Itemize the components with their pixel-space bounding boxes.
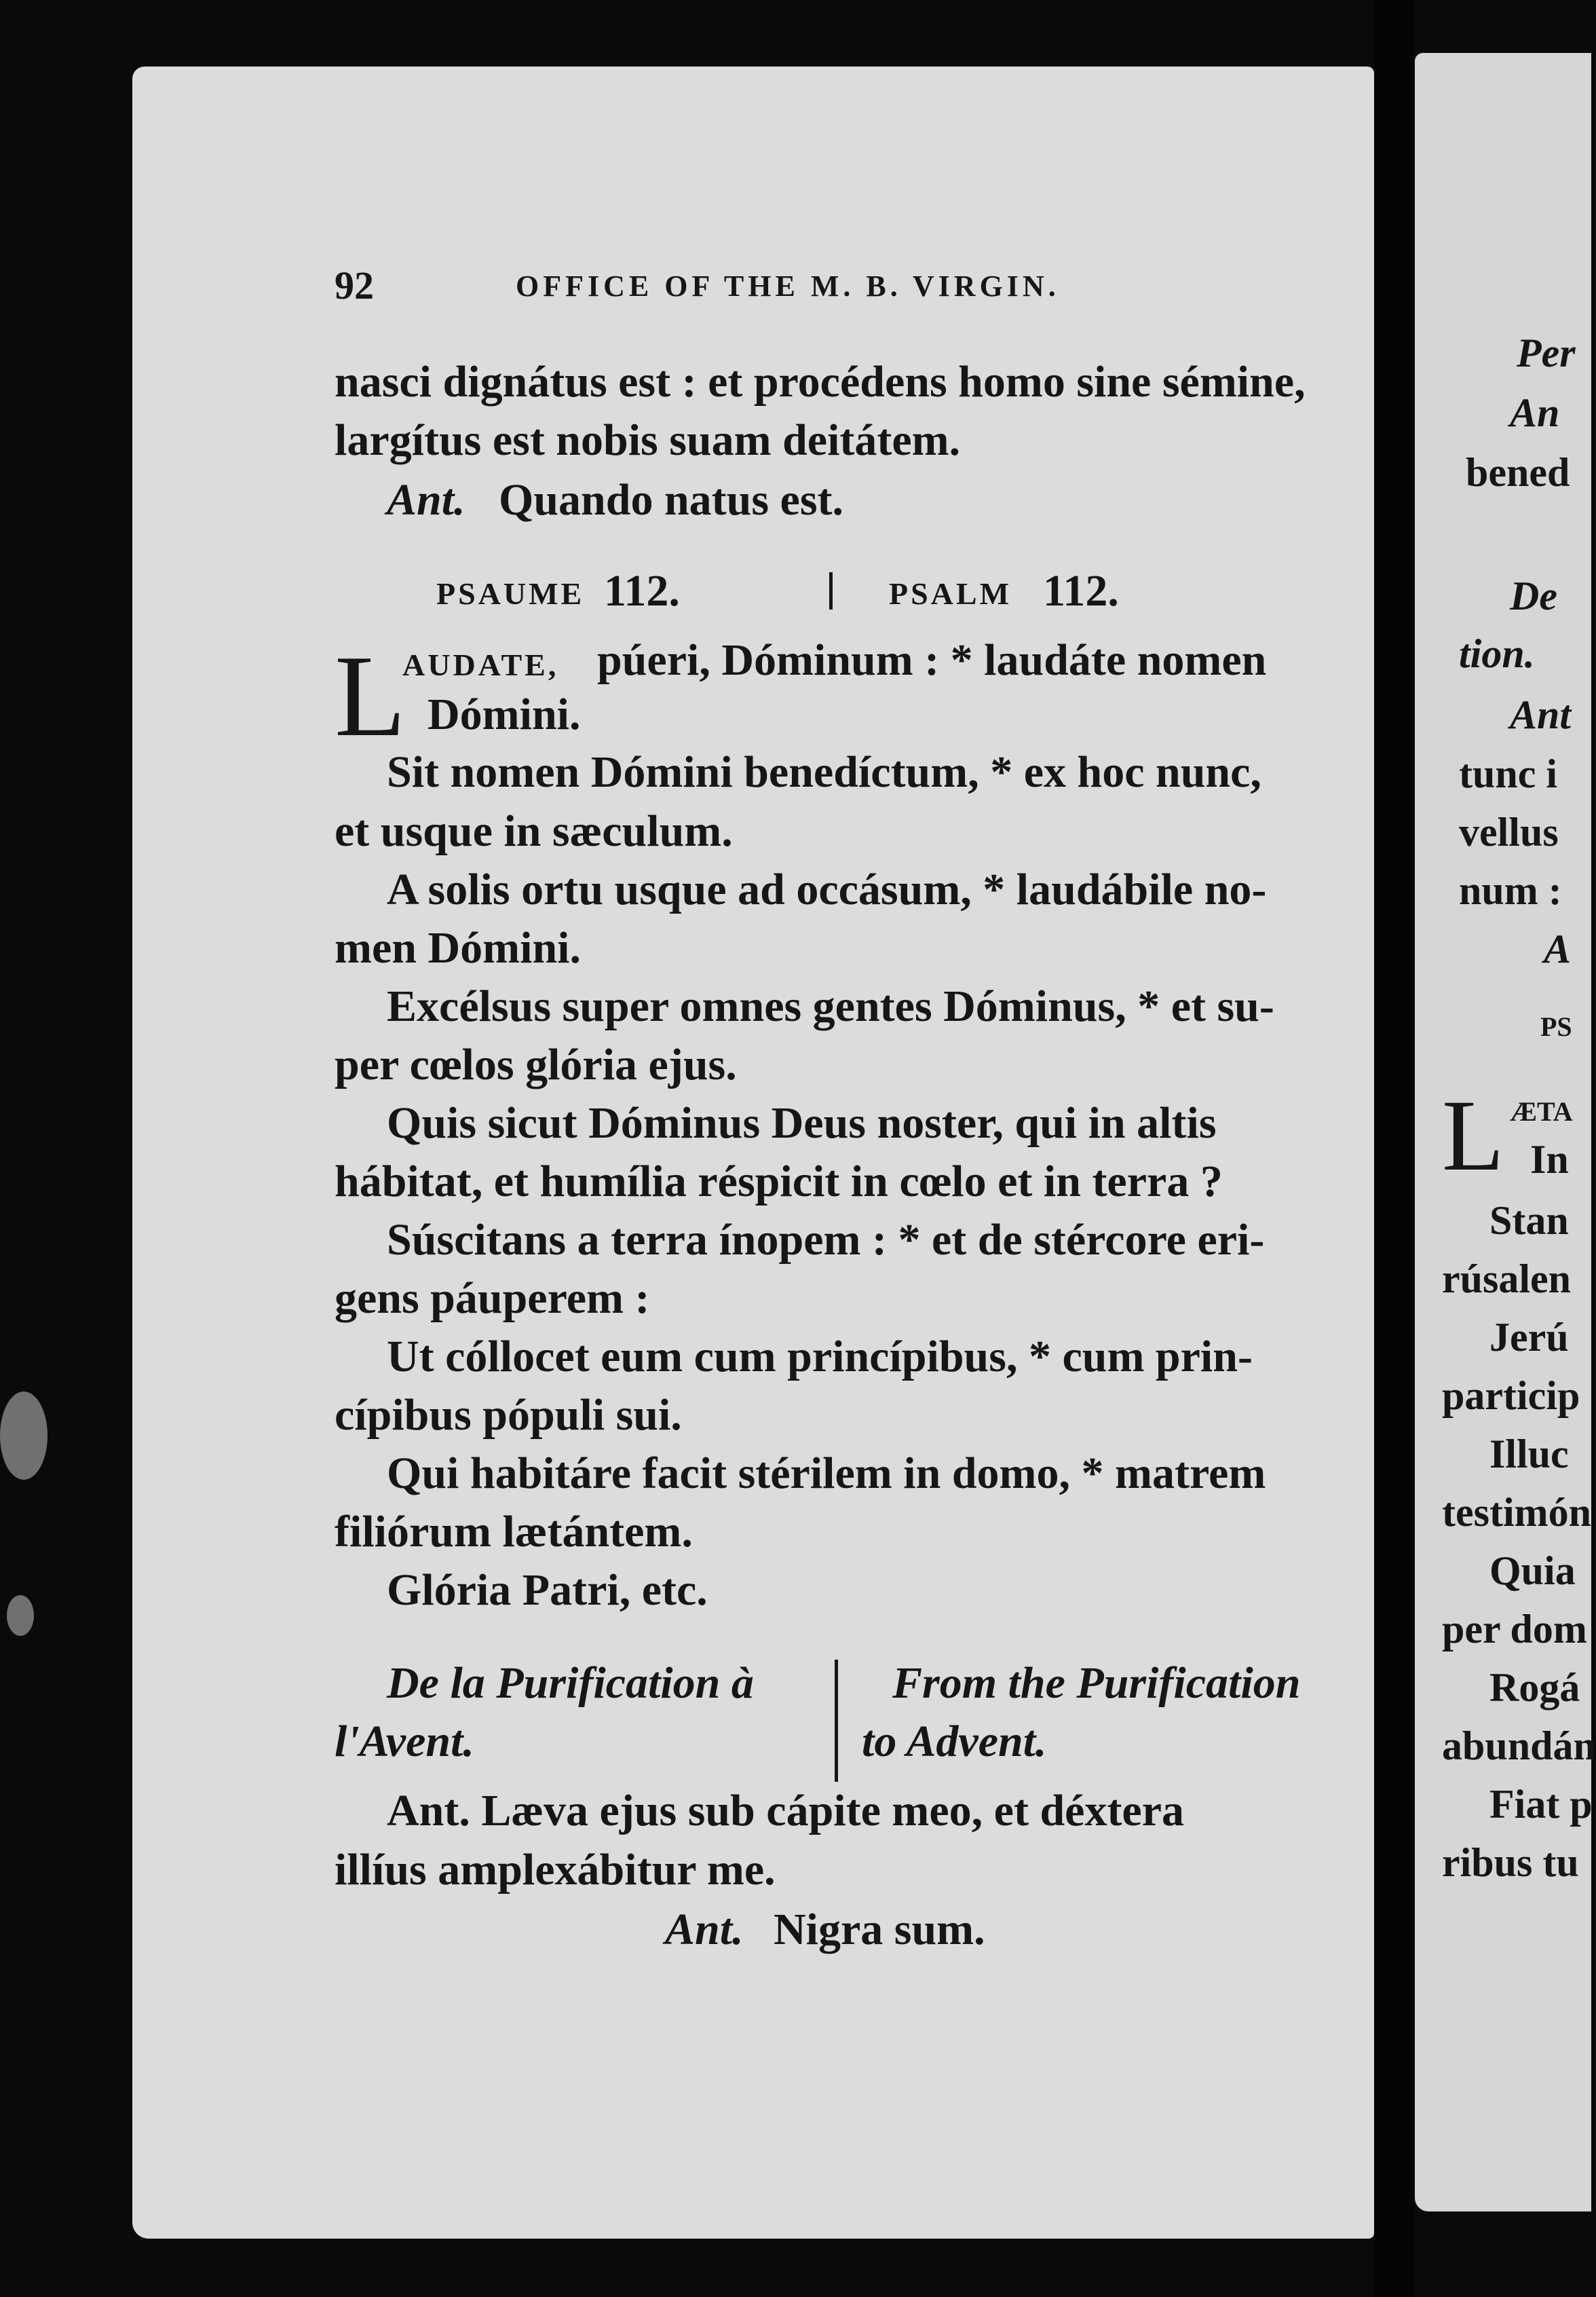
verse-line: per cœlos glória ejus. [335, 1040, 737, 1089]
right-fragment: A [1544, 927, 1572, 971]
heading-column-divider [829, 572, 833, 610]
right-fragment: An [1510, 390, 1560, 435]
rubric-english-line-2: to Advent. [862, 1717, 1047, 1766]
verse-line: hábitat, et humília réspicit in cœlo et in terra ? [335, 1157, 1223, 1206]
right-fragment: Jerú [1489, 1315, 1569, 1360]
verse-line: Excélsus super omnes gentes Dóminus, * et su- [387, 982, 1274, 1031]
right-fragment: num : [1459, 868, 1562, 913]
right-fragment: tunc i [1459, 751, 1558, 796]
verse-line: gens páuperem : [335, 1273, 650, 1323]
verse-line: men Dómini. [335, 923, 581, 973]
intro-line-2: largítus est nobis suam deitátem. [335, 415, 961, 465]
verse-line: filiórum lætántem. [335, 1507, 693, 1556]
psalm-line-2: Dómini. [428, 690, 581, 739]
psalm-heading-french-number: 112. [604, 566, 680, 616]
verse-line: Quis sicut Dóminus Deus noster, qui in altis [387, 1098, 1217, 1148]
right-fragment: particip [1442, 1373, 1580, 1418]
right-fragment: In [1530, 1137, 1569, 1182]
right-fragment: abundán [1442, 1723, 1596, 1768]
antiphon-line-1: Ant. Læva ejus sub cápite meo, et déxtera [387, 1786, 1185, 1835]
right-page-text-area [1415, 53, 1596, 2211]
right-fragment: Per [1517, 331, 1576, 375]
right-fragment: L [1442, 1079, 1504, 1192]
right-fragment: Illuc [1489, 1432, 1569, 1476]
verse-line: Qui habitáre facit stérilem in domo, * matrem [387, 1449, 1266, 1498]
rubric-french-line-2: l'Avent. [335, 1717, 474, 1766]
psalm-heading-english-label: PSALM [889, 576, 1012, 611]
book-gutter [1374, 0, 1415, 2297]
psalm-heading-french-label: PSAUME [436, 576, 585, 611]
right-fragment: testimón [1442, 1490, 1591, 1535]
intro-ant-text: Quando natus est. [499, 475, 843, 525]
edge-blemish [0, 1392, 48, 1480]
right-fragment: bened [1466, 450, 1570, 495]
running-title: OFFICE OF THE M. B. VIRGIN. [516, 269, 1060, 303]
right-fragment: Ant [1510, 692, 1572, 737]
psalm-heading-english-number: 112. [1043, 566, 1119, 616]
right-fragment: ÆTA [1510, 1096, 1573, 1127]
verse-line: Sit nomen Dómini benedíctum, * ex hoc nunc, [387, 747, 1261, 797]
verse-line: A solis ortu usque ad occásum, * laudábile no- [387, 865, 1267, 914]
edge-blemish [7, 1595, 34, 1636]
rubric-french-line-1: De la Purification à [387, 1658, 754, 1708]
rubric-column-divider [835, 1660, 838, 1782]
right-fragment: rúsalen [1442, 1256, 1572, 1301]
intro-ant-label: Ant. [387, 475, 466, 525]
right-fragment: De [1510, 574, 1557, 618]
psalm-line-1: púeri, Dóminum : * laudáte nomen [597, 635, 1267, 685]
antiphon-closing-label: Ant. [665, 1905, 744, 1954]
right-fragment: per dom [1442, 1607, 1587, 1651]
verse-line: cípibus pópuli sui. [335, 1390, 682, 1440]
right-fragment: vellus [1459, 810, 1559, 855]
right-fragment: Rogá [1489, 1665, 1580, 1710]
page-number: 92 [335, 263, 374, 307]
verse-line: Súscitans a terra ínopem : * et de stércore eri- [387, 1215, 1265, 1265]
right-fragment: Quia [1489, 1548, 1576, 1593]
antiphon-closing-text: Nigra sum. [774, 1905, 985, 1954]
psalm-first-word: AUDATE, [402, 648, 559, 682]
intro-line-1: nasci dignátus est : et procédens homo sine sémine, [335, 357, 1306, 407]
rubric-english-line-1: From the Purification [892, 1658, 1301, 1708]
right-fragment: Fiat p [1489, 1782, 1593, 1827]
verse-line: et usque in sæculum. [335, 806, 733, 856]
right-fragment: Stan [1489, 1198, 1569, 1243]
drop-cap-initial: L [335, 632, 406, 761]
right-fragment: PS [1540, 1011, 1572, 1042]
verse-line: Ut cóllocet eum cum princípibus, * cum prin- [387, 1332, 1253, 1381]
right-fragment: tion. [1459, 631, 1535, 676]
gloria-patri: Glória Patri, etc. [387, 1565, 708, 1615]
antiphon-line-2: illíus amplexábitur me. [335, 1845, 776, 1894]
right-fragment: ribus tu [1442, 1840, 1579, 1885]
